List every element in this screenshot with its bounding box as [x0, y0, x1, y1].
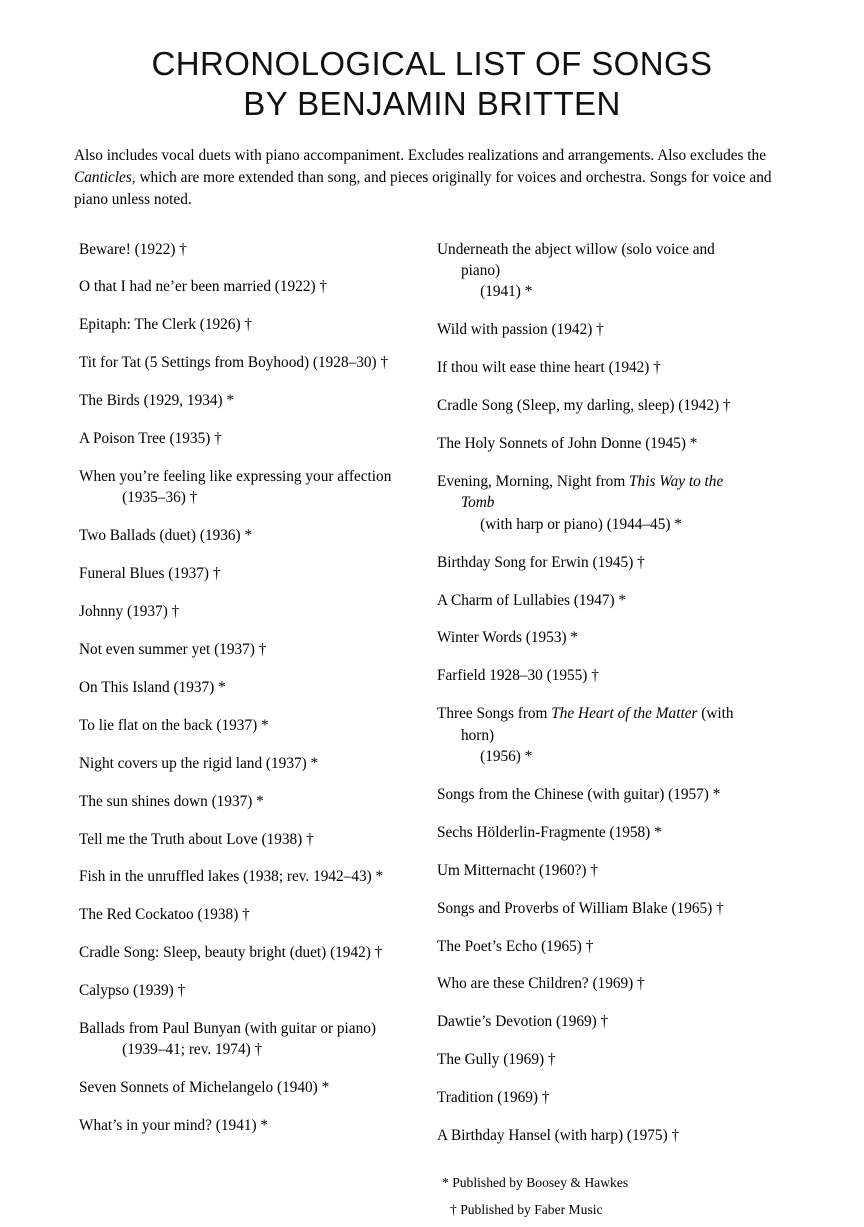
song-entry-text: Underneath the abject willow (solo voice and piano) [437, 240, 715, 279]
song-entry-italic-title: This Way to the Tomb [461, 472, 724, 512]
song-entry-text-after: (with horn) [461, 705, 734, 744]
song-entry [437, 973, 757, 994]
song-entry-text: Farfield 1928–30 (1955) † [437, 667, 599, 685]
page-title [0, 0, 864, 125]
song-entry [437, 590, 757, 611]
song-entry-text: Who are these Children? (1969) † [437, 975, 645, 993]
song-entry [79, 980, 399, 1001]
song-entry-text: The Gully (1969) † [437, 1051, 556, 1069]
song-entry [437, 860, 757, 881]
song-entry [437, 239, 757, 303]
song-entry-text: Night covers up the rigid land (1937) * [79, 754, 319, 772]
song-entry-text: Evening, Morning, Night from [437, 472, 630, 490]
song-entry [79, 1018, 399, 1061]
song-entry-text: Wild with passion (1942) † [437, 321, 604, 339]
song-entry-text: Johnny (1937) † [79, 603, 180, 621]
song-entry [79, 466, 399, 509]
song-entry-continuation: (with harp or piano) (1944–45) * [461, 515, 682, 533]
song-entry-text: The Red Cockatoo (1938) † [79, 906, 250, 924]
song-entry [79, 942, 399, 963]
song-entry [79, 904, 399, 925]
song-entry [437, 471, 757, 535]
song-entry [437, 552, 757, 573]
song-entry-text: The Birds (1929, 1934) * [79, 392, 235, 410]
song-entry [79, 677, 399, 698]
song-entry [79, 428, 399, 449]
footnotes [437, 1173, 757, 1221]
song-list-column-left [74, 239, 399, 1154]
song-entry [79, 276, 399, 297]
song-entry [437, 1011, 757, 1032]
song-entry [79, 715, 399, 736]
song-entry-text: Tell me the Truth about Love (1938) † [79, 830, 314, 848]
song-list-column-right [437, 239, 757, 1227]
song-entry-text: Two Ballads (duet) (1936) * [79, 527, 253, 545]
song-entry-text: Three Songs from [437, 705, 552, 723]
song-entry-text: Cradle Song: Sleep, beauty bright (duet) (1942) † [79, 944, 383, 962]
song-entry [437, 319, 757, 340]
footnote: * Published by Boosey & Hawkes [442, 1174, 629, 1190]
song-entry-text: Songs and Proverbs of William Blake (1965) † [437, 899, 724, 917]
footnote: † Published by Faber Music [450, 1201, 603, 1217]
song-entry-text: The sun shines down (1937) * [79, 792, 264, 810]
song-entry-continuation: (1939–41; rev. 1974) † [103, 1041, 263, 1059]
song-entry [437, 936, 757, 957]
song-entry [437, 822, 757, 843]
song-entry [79, 639, 399, 660]
song-entry-text: What’s in your mind? (1941) * [79, 1117, 269, 1135]
intro-paragraph [74, 145, 790, 211]
song-entry-text: Songs from the Chinese (with guitar) (1957) * [437, 785, 721, 803]
song-entry-text: Beware! (1922) † [79, 240, 187, 258]
song-entry [79, 601, 399, 622]
song-entry-text: Seven Sonnets of Michelangelo (1940) * [79, 1079, 330, 1097]
song-entry [79, 866, 399, 887]
song-entry [79, 390, 399, 411]
song-entry-text: To lie flat on the back (1937) * [79, 716, 269, 734]
song-entry [79, 563, 399, 584]
song-entry-text: A Birthday Hansel (with harp) (1975) † [437, 1127, 680, 1145]
song-entry-continuation: (1956) * [461, 748, 533, 766]
song-entry-text: Funeral Blues (1937) † [79, 565, 221, 583]
song-entry [437, 1125, 757, 1146]
intro-text-before: Also includes vocal duets with piano accompaniment. Excludes realizations and arrangements. Also excludes the [74, 146, 766, 164]
song-entry-text: Tradition (1969) † [437, 1089, 550, 1107]
song-entry-text: A Charm of Lullabies (1947) * [437, 591, 627, 609]
song-entry [79, 1115, 399, 1136]
song-entry [79, 753, 399, 774]
song-entry [437, 357, 757, 378]
song-entry-continuation: (1935–36) † [103, 489, 198, 507]
song-entry [437, 1087, 757, 1108]
title-line-2: BY BENJAMIN BRITTEN [243, 85, 621, 123]
song-entry-text: Tit for Tat (5 Settings from Boyhood) (1928–30) † [79, 354, 389, 372]
title-line-1: CHRONOLOGICAL LIST OF SONGS [151, 45, 713, 82]
song-entry-continuation: (1941) * [461, 283, 533, 301]
song-entry [437, 1049, 757, 1070]
song-entry [79, 314, 399, 335]
song-entry-text: Ballads from Paul Bunyan (with guitar or piano) [79, 1020, 376, 1038]
song-entry-text: The Holy Sonnets of John Donne (1945) * [437, 434, 698, 452]
song-entry [437, 703, 757, 767]
intro-italic-term: Canticles [74, 168, 132, 186]
song-entry-text: Epitaph: The Clerk (1926) † [79, 316, 253, 334]
song-entry-text: Fish in the unruffled lakes (1938; rev. 1942–43) * [79, 868, 384, 886]
song-entry [79, 1077, 399, 1098]
song-entry [437, 784, 757, 805]
song-entry [79, 525, 399, 546]
song-entry [437, 627, 757, 648]
song-entry-text: Cradle Song (Sleep, my darling, sleep) (1942) † [437, 397, 731, 415]
song-entry-text: On This Island (1937) * [79, 678, 226, 696]
song-entry [79, 829, 399, 850]
song-entry-text: Winter Words (1953) * [437, 629, 579, 647]
song-entry-text: Not even summer yet (1937) † [79, 641, 267, 659]
song-entry [437, 433, 757, 454]
intro-text-after: , which are more extended than song, and pieces originally for voices and orchestra. Songs for voice and piano unless noted. [74, 168, 772, 208]
song-entry-text: Birthday Song for Erwin (1945) † [437, 553, 645, 571]
song-entry [437, 395, 757, 416]
song-entry-text: A Poison Tree (1935) † [79, 430, 222, 448]
song-entry-text: Sechs Hölderlin-Fragmente (1958) * [437, 823, 662, 841]
song-entry [437, 898, 757, 919]
song-entry-text: Um Mitternacht (1960?) † [437, 861, 598, 879]
song-list-columns [74, 239, 790, 1227]
song-entry [79, 791, 399, 812]
song-entry [437, 665, 757, 686]
song-entry-text: Dawtie’s Devotion (1969) † [437, 1013, 609, 1031]
song-entry-text: If thou wilt ease thine heart (1942) † [437, 359, 661, 377]
song-entry-text: When you’re feeling like expressing your affection [79, 467, 392, 485]
song-entry [79, 352, 399, 373]
song-entry-text: Calypso (1939) † [79, 982, 186, 1000]
song-entry-italic-title: The Heart of the Matter [551, 705, 698, 723]
song-entry-text: O that I had ne’er been married (1922) † [79, 278, 328, 296]
song-entry-text: The Poet’s Echo (1965) † [437, 937, 594, 955]
song-entry [79, 239, 399, 260]
